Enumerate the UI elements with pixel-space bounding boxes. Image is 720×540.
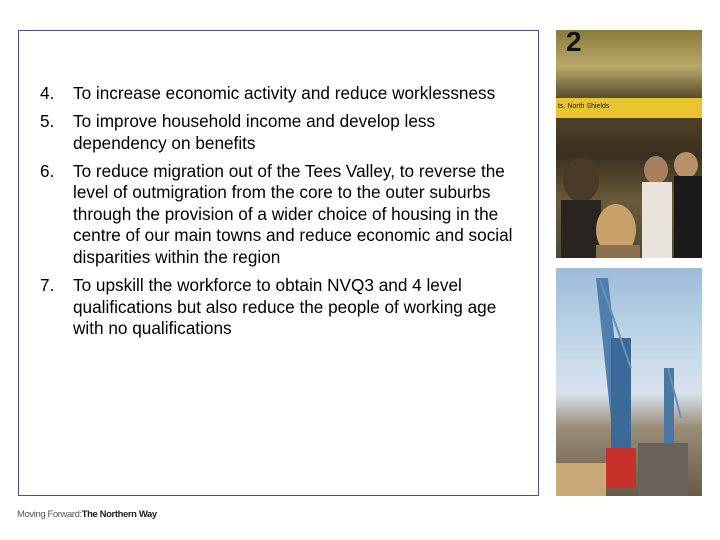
objective-number: 5. bbox=[40, 110, 55, 131]
objective-number: 4. bbox=[40, 83, 55, 103]
footer-prefix: Moving Forward: bbox=[17, 509, 82, 520]
objective-text: To increase economic activity and reduce worklessness bbox=[73, 83, 496, 103]
commuters-photo bbox=[556, 30, 702, 258]
footer-brand bbox=[17, 509, 157, 520]
objective-number: 7. bbox=[40, 274, 55, 295]
cranes-illustration bbox=[556, 268, 702, 496]
objective-item bbox=[40, 275, 530, 340]
platform-number: 2 bbox=[566, 30, 582, 57]
objective-text: To upskill the workforce to obtain NVQ3 and 4 level qualifications but also reduce the people of working age with no qualifications bbox=[73, 274, 497, 339]
station-sign-text: ts. North Shields bbox=[558, 103, 610, 110]
port-cranes-photo bbox=[556, 268, 702, 496]
footer-brand-name: The Northern Way bbox=[81, 509, 157, 520]
objective-number: 6. bbox=[40, 160, 55, 181]
objective-text: To improve household income and develop less dependency on benefits bbox=[73, 110, 436, 153]
crowd-illustration bbox=[556, 30, 702, 258]
objective-item bbox=[40, 161, 530, 269]
objectives-list bbox=[40, 83, 530, 346]
objective-item bbox=[40, 111, 530, 154]
objective-item bbox=[40, 83, 530, 105]
objective-text: To reduce migration out of the Tees Valley, to reverse the level of outmigration from the core to the outer suburbs through the provision of a wider choice of housing in the centre of our main towns and reduce economic and social disparities within the region bbox=[73, 160, 513, 267]
